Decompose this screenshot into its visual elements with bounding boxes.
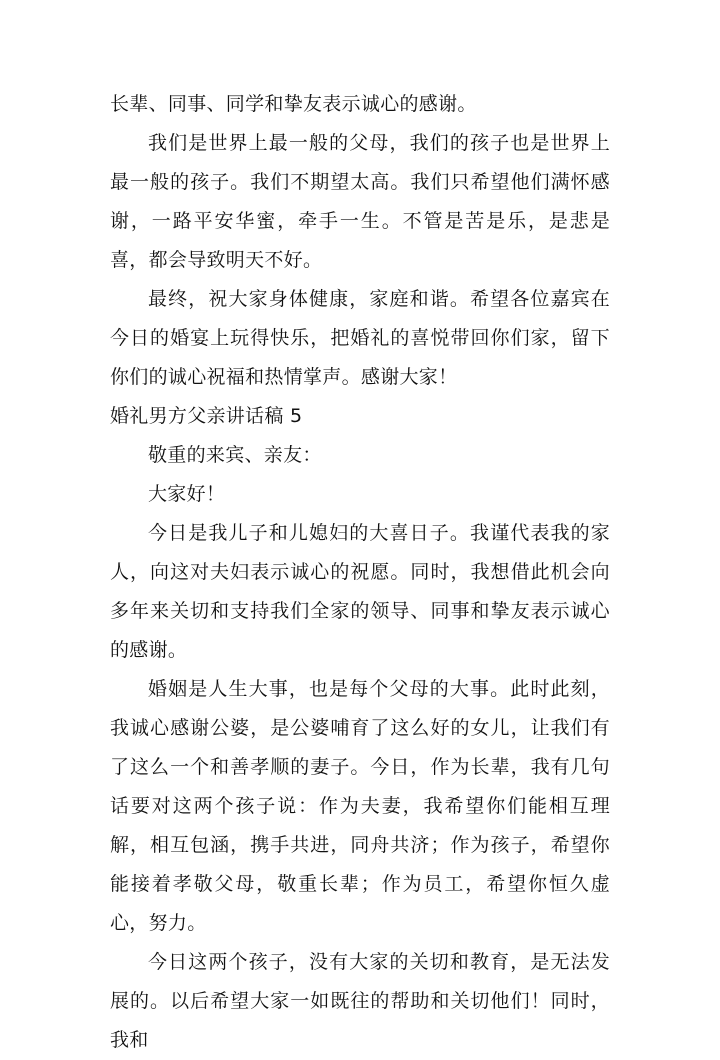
- paragraph: 最终，祝大家身体健康，家庭和谐。希望各位嘉宾在今日的婚宴上玩得快乐，把婚礼的喜悦带回你们家，留下你们的诚心祝福和热情掌声。感谢大家！: [110, 288, 610, 388]
- salutation: 敬重的来宾、亲友：: [148, 444, 322, 466]
- paragraph: 今日这两个孩子，没有大家的关切和教育，是无法发展的。以后希望大家一如既往的帮助和关切他们！同时，我和: [110, 951, 610, 1051]
- greeting: 大家好！: [148, 483, 226, 505]
- section-heading: 婚礼男方父亲讲话稿 5: [110, 405, 303, 427]
- paragraph: 今日是我儿子和儿媳妇的大喜日子。我谨代表我的家人，向这对夫妇表示诚心的祝愿。同时，我想借此机会向多年来关切和支持我们全家的领导、同事和挚友表示诚心的感谢。: [110, 522, 610, 661]
- paragraph-continued: 长辈、同事、同学和挚友表示诚心的感谢。: [110, 93, 477, 115]
- document-body: [110, 85, 610, 1060]
- paragraph: 婚姻是人生大事，也是每个父母的大事。此时此刻，我诚心感谢公婆，是公婆哺育了这么好的女儿，让我们有了这么一个和善孝顺的妻子。今日，作为长辈，我有几句话要对这两个孩子说：作为夫妻，我希望你们能相互理解，相互包涵，携手共进，同舟共济；作为孩子，希望你能接着孝敬父母，敬重长辈；作为员工，希望你恒久虚心，努力。: [110, 678, 610, 934]
- paragraph: 我们是世界上最一般的父母，我们的孩子也是世界上最一般的孩子。我们不期望太高。我们只希望他们满怀感谢，一路平安华蜜，牵手一生。不管是苦是乐，是悲是喜，都会导致明天不好。: [110, 132, 610, 271]
